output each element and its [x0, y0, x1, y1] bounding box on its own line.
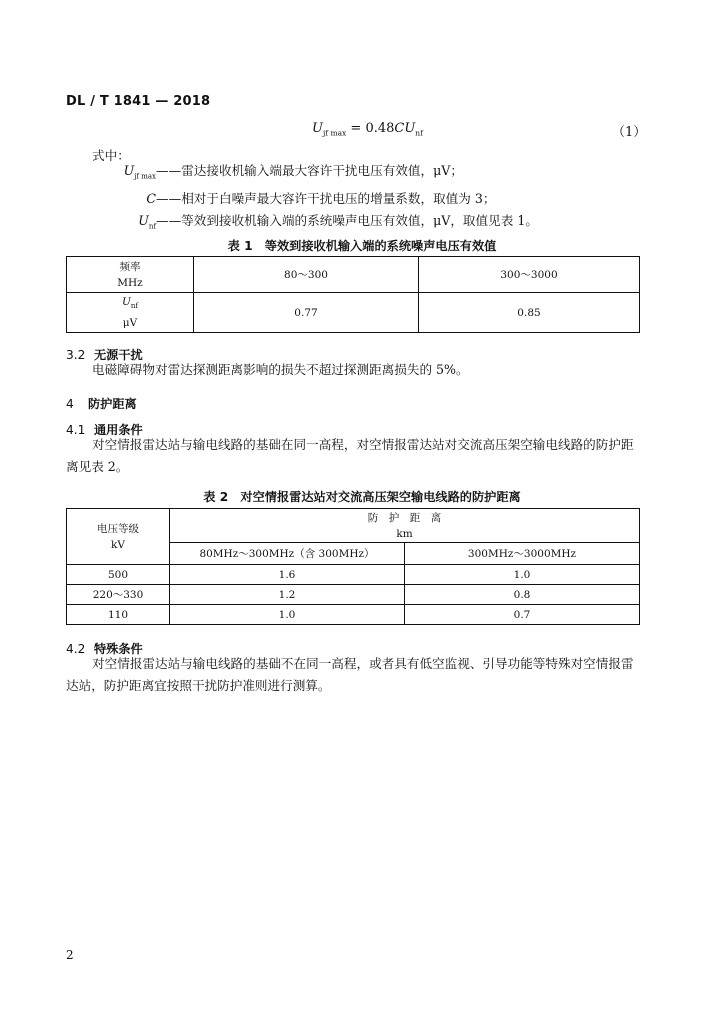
table1-caption: 表 1 等效到接收机输入端的系统噪声电压有效值 [227, 239, 497, 253]
section-4-heading: 4 防护距离 [66, 397, 137, 411]
section-4-2-heading: 4.2 特殊条件 [66, 642, 143, 656]
table-cell: 110 [67, 605, 170, 625]
definitions-list [94, 160, 538, 237]
definition-text: ——雷达接收机输入端最大容许干扰电压有效值，μV； [156, 163, 463, 178]
where-label: 式中： [92, 148, 130, 163]
table1 [66, 256, 640, 333]
table-cell: 1.0 [170, 605, 405, 625]
table-cell: 1.6 [170, 565, 405, 585]
table2 [66, 508, 640, 625]
table-row [67, 257, 640, 293]
definition-symbol-sub: nf [148, 222, 156, 231]
table-cell: 1.0 [405, 565, 640, 585]
table-header-cell: $U_{nf}$ μV [67, 293, 194, 333]
formula-equation: $U_{jf max} = 0.48CU_{nf}$ [312, 121, 423, 138]
definition-symbol-sub: jf max [134, 172, 156, 181]
section-4-1-paragraph: 对空情报雷达站与输电线路的基础在同一高程，对空情报雷达站对交流高压架空输电线路的防护距离见表 2。 [66, 437, 634, 474]
table-row [67, 585, 640, 605]
table-row [67, 293, 640, 333]
section-4-1-heading: 4.1 通用条件 [66, 423, 143, 437]
table-cell: 500 [67, 565, 170, 585]
definition-text: ——等效到接收机输入端的系统噪声电压有效值，μV，取值见表 1。 [156, 212, 538, 228]
table2-caption: 表 2 对空情报雷达站对交流高压架空输电线路的防护距离 [203, 490, 521, 504]
definition-item [94, 210, 538, 238]
table-cell: 1.2 [170, 585, 405, 605]
definition-item [94, 188, 538, 210]
table-cell: 0.7 [405, 605, 640, 625]
table-row [67, 565, 640, 585]
formula-number: （1） [612, 125, 647, 140]
table-cell: 220～330 [67, 585, 170, 605]
section-3-2-heading: 3.2 无源干扰 [66, 348, 143, 362]
table-header-cell: 300MHz～3000MHz [405, 543, 640, 565]
table-header-cell: 80MHz～300MHz（含 300MHz） [170, 543, 405, 565]
table-row [67, 605, 640, 625]
standard-header: DL / T 1841 — 2018 [66, 94, 211, 109]
definition-item [94, 160, 538, 188]
table-header-cell: 频率 MHz [67, 257, 194, 293]
table-header-cell: 防 护 距 离 km [170, 509, 640, 543]
table-row [67, 509, 640, 543]
table-cell: 0.85 [419, 293, 640, 333]
definition-symbol: C [146, 190, 156, 206]
definition-symbol: U [138, 212, 149, 228]
table-header-cell: 80～300 [194, 257, 419, 293]
definition-text: ——相对于白噪声最大容许干扰电压的增量系数，取值为 3； [156, 190, 496, 206]
definition-symbol: U [123, 163, 135, 178]
table-cell: 0.8 [405, 585, 640, 605]
table-header-cell: 300～3000 [419, 257, 640, 293]
table-cell: 0.77 [194, 293, 419, 333]
table-header-cell: 电压等级 kV [67, 509, 170, 565]
section-3-2-paragraph: 电磁障碍物对雷达探测距离影响的损失不超过探测距离损失的 5%。 [92, 362, 469, 377]
section-4-2-paragraph: 对空情报雷达站与输电线路的基础不在同一高程，或者具有低空监视、引导功能等特殊对空情报雷达站，防护距离宜按照干扰防护准则进行测算。 [66, 656, 634, 693]
page-number: 2 [66, 948, 74, 962]
